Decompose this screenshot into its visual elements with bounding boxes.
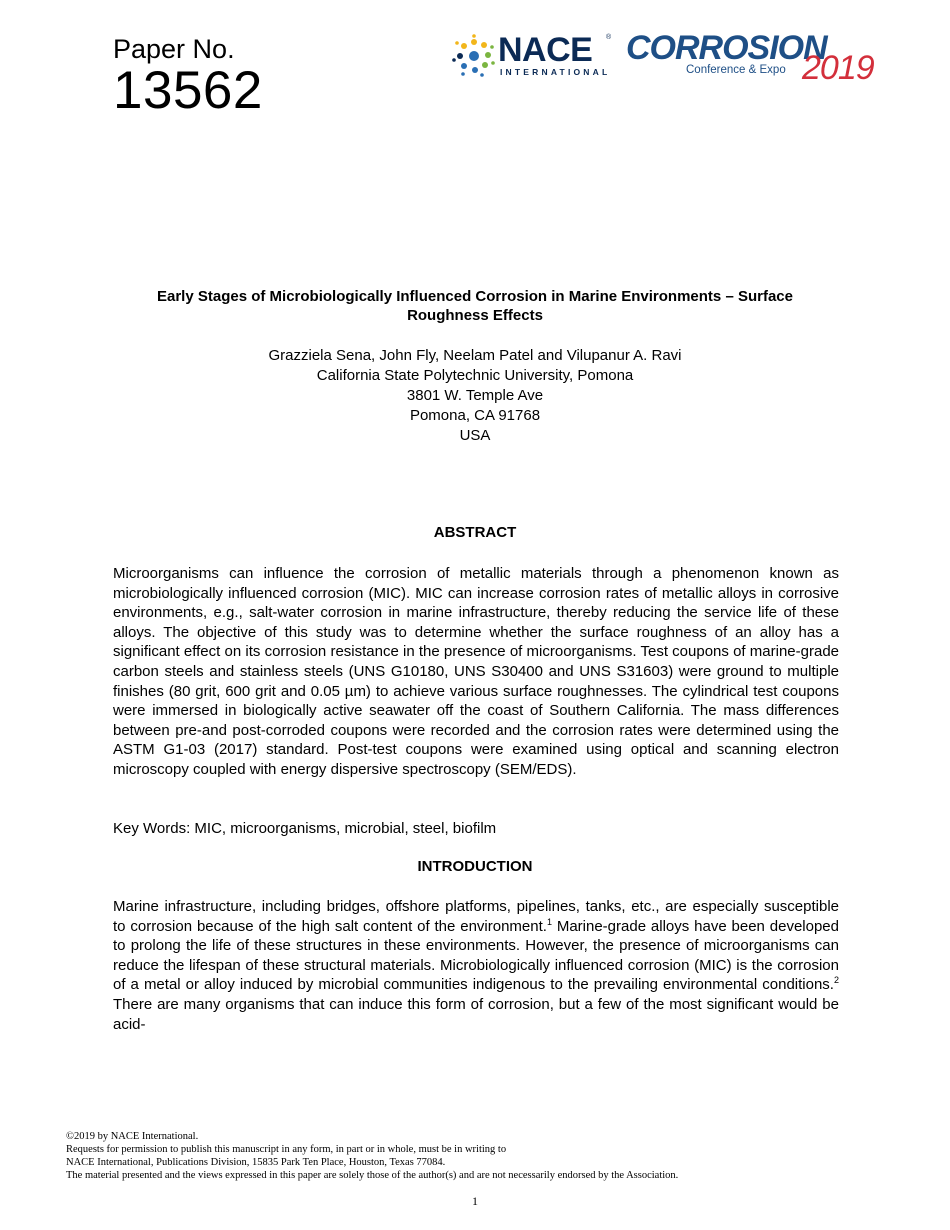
paper-number: 13562	[113, 61, 263, 120]
reference-2: 2	[833, 975, 839, 986]
footer-line: ©2019 by NACE International.	[66, 1131, 199, 1142]
footer-line: Requests for permission to publish this manuscript in any form, in part or in whole, must be in writing to	[66, 1144, 507, 1155]
corrosion-logo	[626, 30, 886, 90]
nace-logo	[452, 31, 620, 80]
introduction-heading: INTRODUCTION	[417, 858, 533, 875]
registered-mark: ®	[606, 34, 612, 41]
author-city: Pomona, CA 91768	[409, 407, 541, 424]
nace-dots-icon	[452, 34, 496, 78]
corrosion-subtitle: Conference & Expo	[686, 64, 786, 76]
corrosion-year: 2019	[802, 49, 874, 87]
introduction-body	[113, 897, 839, 1034]
intro-text: Marine-grade alloys have been developed to prolong the life of these structures in these environments. However, the presence of microorganisms can reduce the lifespan of these structural materials. Microbiologically influenced corrosion (MIC) is the corrosion of a metal or alloy induced by microbial communities indigenous to the prevailing environmental conditions.	[113, 917, 839, 994]
author-block	[100, 346, 850, 446]
paper-title-line: Roughness Effects	[407, 307, 543, 324]
author-names: Grazziela Sena, John Fly, Neelam Patel and Vilupanur A. Ravi	[268, 347, 682, 364]
paper-number-label: Paper No.	[113, 34, 235, 64]
page-number: 1	[472, 1194, 478, 1208]
reference-1: 1	[546, 916, 552, 927]
author-street: 3801 W. Temple Ave	[406, 387, 544, 404]
abstract-heading: ABSTRACT	[433, 524, 517, 541]
paper-title-line: Early Stages of Microbiologically Influenced Corrosion in Marine Environments – Surface	[157, 288, 793, 305]
nace-wordmark: NACE	[498, 31, 593, 69]
author-affiliation: California State Polytechnic University, Pomona	[316, 367, 634, 384]
keywords: Key Words: MIC, microorganisms, microbial, steel, biofilm	[113, 820, 497, 837]
author-country: USA	[459, 427, 491, 444]
footer-line: NACE International, Publications Division, 15835 Park Ten Place, Houston, Texas 77084.	[66, 1157, 446, 1168]
intro-text: There are many organisms that can induce this form of corrosion, but a few of the most significant would be acid-	[113, 995, 839, 1033]
footer-line: The material presented and the views expressed in this paper are solely those of the author(s) and are not necessarily endorsed by the Association.	[66, 1170, 679, 1181]
intro-text: Marine infrastructure, including bridges, offshore platforms, pipelines, tanks, etc., are especially susceptible to corrosion because of the high salt content of the environment.	[113, 898, 839, 935]
abstract-body: Microorganisms can influence the corrosion of metallic materials through a phenomenon known as microbiologically influenced corrosion (MIC). MIC can increase corrosion rates of metallic alloys in corrosive environments, e.g., salt-water corrosion in marine infrastructure, thereby reducing the service life of these alloys. The objective of this study was to determine whether the surface roughness of an alloy has a significant effect on its corrosion resistance in the presence of microorganisms. Test coupons of marine-grade carbon steels and stainless steels (UNS G10180, UNS S30400 and UNS S31603) were ground to multiple finishes (80 grit, 600 grit and 0.05 µm) to achieve various surface roughnesses. The cylindrical test coupons were immersed in biologically active seawater off the coast of Southern California. The mass differences between pre-and post-corroded coupons were recorded and the corrosion rates were determined using the ASTM G1-03 (2017) standard. Post-test coupons were examined using optical and scanning electron microscopy coupled with energy dispersive spectroscopy (SEM/EDS).	[113, 565, 839, 778]
copyright-footer	[66, 1130, 678, 1182]
nace-subtitle: INTERNATIONAL	[500, 67, 611, 77]
paper-title	[100, 287, 850, 325]
corrosion-wordmark: CORROSION	[626, 29, 827, 67]
